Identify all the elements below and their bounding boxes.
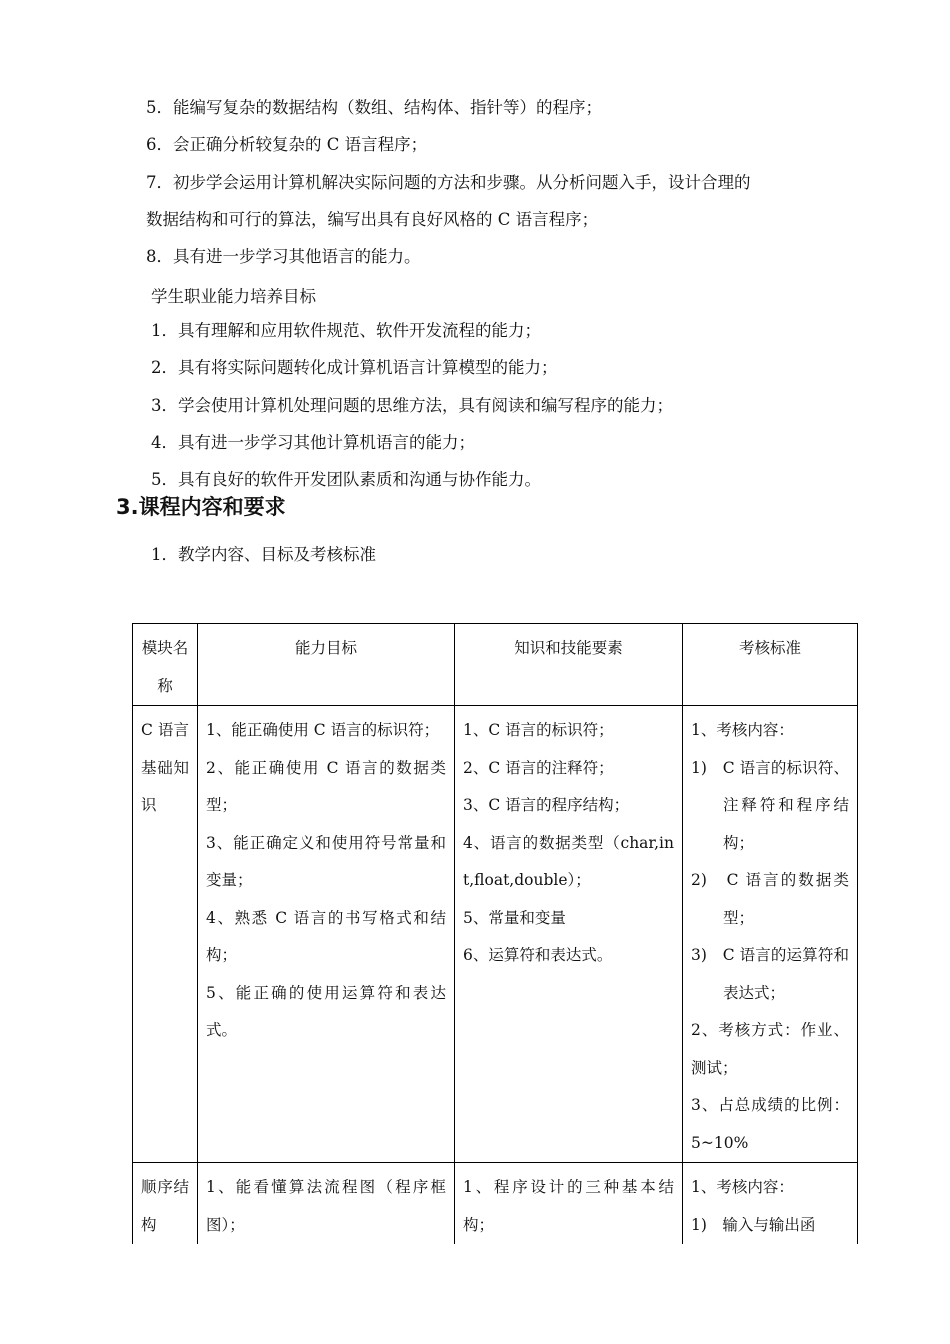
row-assessment [683,1163,858,1245]
ability-item: 3、能正确定义和使用符号常量和变量； [206,833,446,889]
objective-item-8: 8．具有进一步学习其他语言的能力。 [146,247,421,266]
objective-item-7: 7．初步学会运用计算机解决实际问题的方法和步骤。从分析问题入手，设计合理的 [146,173,751,192]
knowledge-item: 1、程序设计的三种基本结构； [463,1178,674,1234]
assessment-item: 1) 输入与输出函 [691,1215,816,1234]
objective-item-5: 5．能编写复杂的数据结构（数组、结构体、指针等）的程序； [146,98,602,117]
ability-item: 4、熟悉 C 语言的书写格式和结构； [206,908,446,964]
table-row [133,1163,858,1245]
vocational-item-1: 1．具有理解和应用软件规范、软件开发流程的能力； [151,321,541,340]
row-module: 顺序结构 [133,1163,198,1245]
header-ability: 能力目标 [198,624,455,706]
header-knowledge: 知识和技能要素 [455,624,683,706]
table-row [133,706,858,1163]
knowledge-item: 6、运算符和表达式。 [463,946,613,964]
knowledge-item: 1、C 语言的标识符； [463,721,614,739]
ability-item: 1、能正确使用 C 语言的标识符； [206,721,440,739]
assessment-item: 2) C 语言的数据类型； [691,871,849,927]
assessment-item: 1、考核内容： [691,721,794,739]
ability-item: 2、能正确使用 C 语言的数据类型； [206,758,446,814]
knowledge-item: 4、语言的数据类型（char,int,float,double）； [463,833,674,889]
vocational-title: 学生职业能力培养目标 [151,287,316,306]
row-module: C 语言基础知识 [133,706,198,1163]
knowledge-item: 2、C 语言的注释符； [463,758,614,777]
row-ability [198,706,455,1163]
vocational-item-2: 2．具有将实际问题转化成计算机语言计算模型的能力； [151,358,558,377]
header-module: 模块名称 [133,624,198,706]
vocational-item-4: 4．具有进一步学习其他计算机语言的能力； [151,433,475,452]
assessment-item: 3、占总成绩的比例：5~10% [691,1096,849,1152]
ability-item: 5、能正确的使用运算符和表达式。 [206,983,446,1039]
assessment-item: 3) C 语言的运算符和表达式； [691,946,849,1002]
knowledge-item: 5、常量和变量 [463,908,566,927]
section-subheading: 1．教学内容、目标及考核标准 [151,545,376,564]
row-knowledge [455,706,683,1163]
vocational-item-3: 3．学会使用计算机处理问题的思维方法，具有阅读和编写程序的能力； [151,396,673,415]
assessment-item: 1) C 语言的标识符、注释符和程序结构； [691,758,849,852]
assessment-item: 2、考核方式：作业、测试； [691,1021,849,1077]
row-ability [198,1163,455,1245]
row-assessment [683,706,858,1163]
objective-item-7-continued: 数据结构和可行的算法，编写出具有良好风格的 C 语言程序； [146,210,599,229]
vocational-item-5: 5．具有良好的软件开发团队素质和沟通与协作能力。 [151,470,541,489]
objective-item-6: 6．会正确分析较复杂的 C 语言程序； [146,135,428,154]
row-knowledge [455,1163,683,1245]
table-header-row [133,624,858,706]
header-assessment: 考核标准 [683,624,858,706]
knowledge-item: 3、C 语言的程序结构； [463,796,630,814]
course-content-table [132,623,858,1244]
ability-item: 1、能看懂算法流程图（程序框图）； [206,1178,446,1234]
section-heading: 3.课程内容和要求 [116,495,286,519]
assessment-item: 1、考核内容： [691,1178,794,1196]
